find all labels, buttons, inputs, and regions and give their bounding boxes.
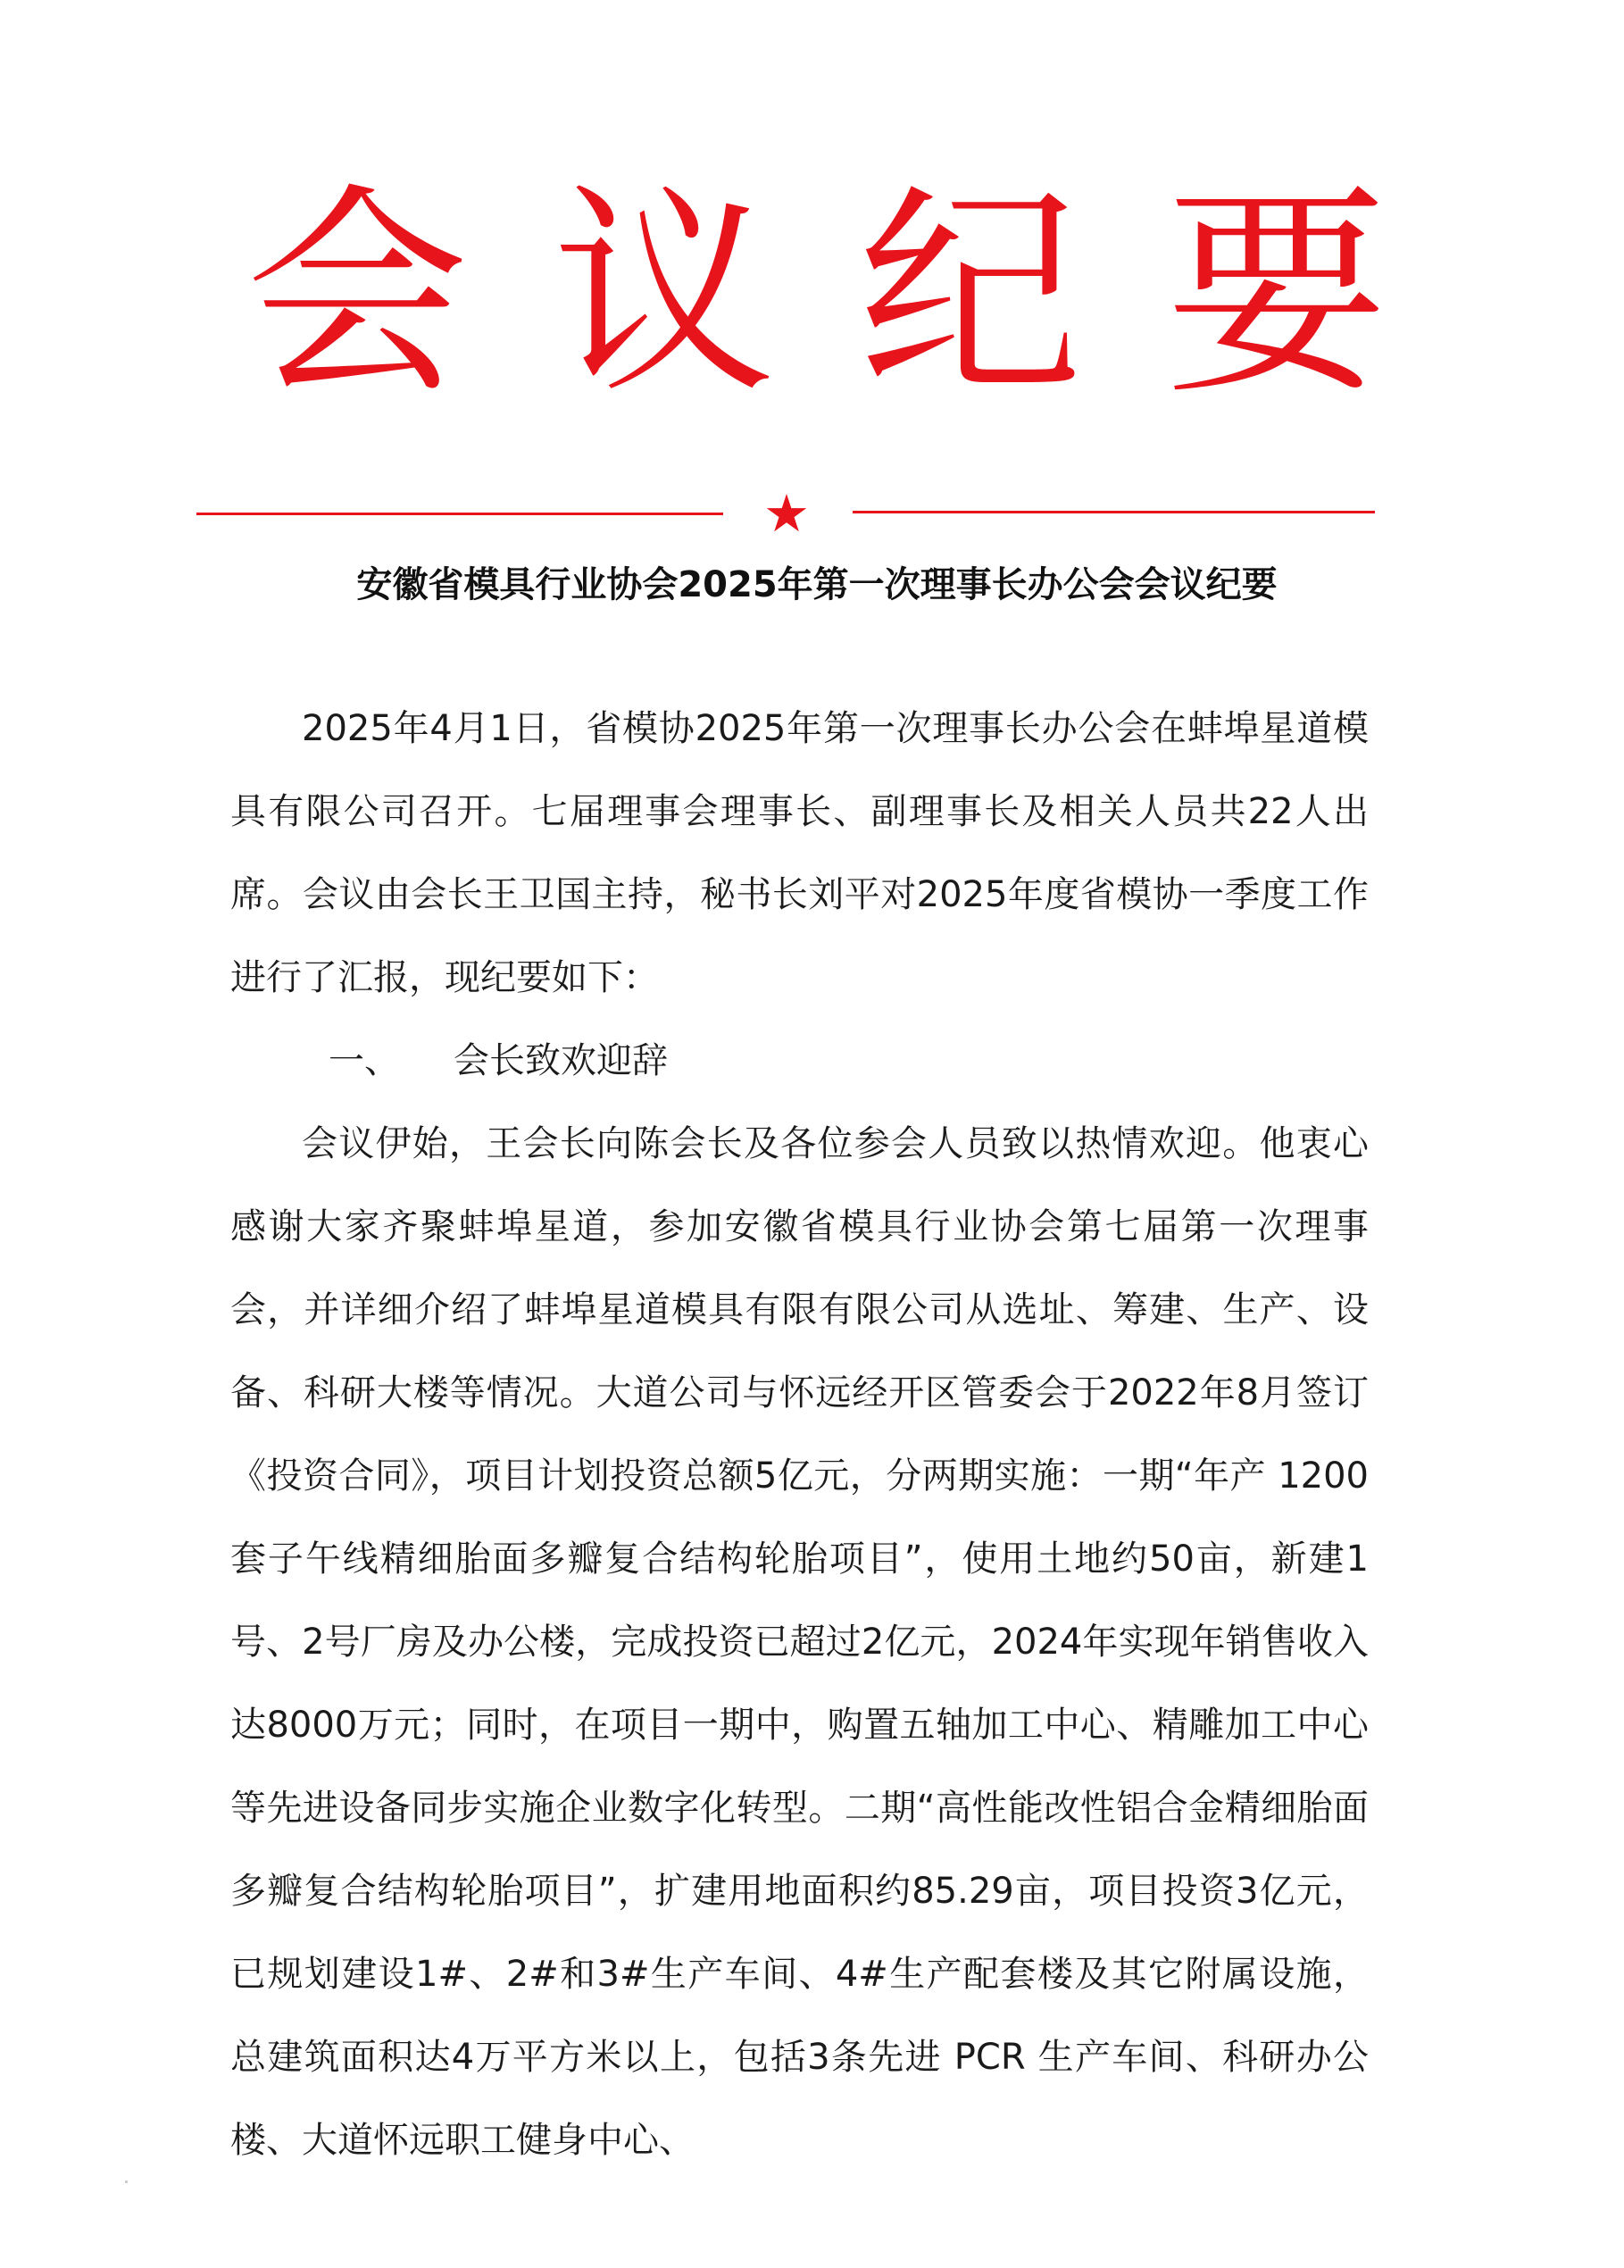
divider-line-left xyxy=(196,513,723,515)
document-body xyxy=(230,688,1369,2182)
section-heading-text: 会长致欢迎辞 xyxy=(454,1040,668,1081)
section-number: 一、 xyxy=(329,1040,400,1081)
divider-line-right xyxy=(853,511,1375,513)
document-title: 安徽省模具行业协会2025年第一次理事长办公会会议纪要 xyxy=(356,564,1278,605)
masthead-title xyxy=(223,164,1411,424)
scan-speck xyxy=(125,2180,128,2183)
red-divider xyxy=(196,483,1375,544)
section-1-paragraph: 会议伊始，王会长向陈会长及各位参会人员致以热情欢迎。他衷心感谢大家齐聚蚌埠星道，参加安徽省模具行业协会第七届第一次理事会，并详细介绍了蚌埠星道模具有限有限公司从选址、筹建、生产、设备、科研大楼等情况。大道公司与怀远经开区管委会于2022年8月签订《投资合同》，项目计划投资总额5亿元，分两期实施：一期“年产 1200套子午线精细胎面多瓣复合结构轮胎项目”，使用土地约50亩，新建1号、2号厂房及办公楼，完成投资已超过2亿元，2024年实现年销售收入达8000万元；同时，在项目一期中，购置五轴加工中心、精雕加工中心等先进设备同步实施企业数字化转型。二期“高性能改性铝合金精细胎面多瓣复合结构轮胎项目”，扩建用地面积约85.29亩，项目投资3亿元，已规划建设1#、2#和3#生产车间、4#生产配套楼及其它附属设施，总建筑面积达4万平方米以上，包括3条先进 PCR 生产车间、科研办公楼、大道怀远职工健身中心、 xyxy=(230,1123,1369,2161)
masthead-char-4: 要 xyxy=(1164,164,1388,424)
intro-paragraph: 2025年4月1日，省模协2025年第一次理事长办公会在蚌埠星道模具有限公司召开。七届理事会理事长、副理事长及相关人员共22人出席。会议由会长王卫国主持，秘书长刘平对2025年度省模协一季度工作进行了汇报，现纪要如下： xyxy=(230,708,1369,998)
star-icon: ★ xyxy=(763,483,810,544)
masthead-char-1: 会 xyxy=(246,164,469,424)
masthead-char-2: 议 xyxy=(552,164,776,424)
masthead-char-3: 纪 xyxy=(858,164,1082,424)
section-heading-1 xyxy=(230,1020,1369,1103)
